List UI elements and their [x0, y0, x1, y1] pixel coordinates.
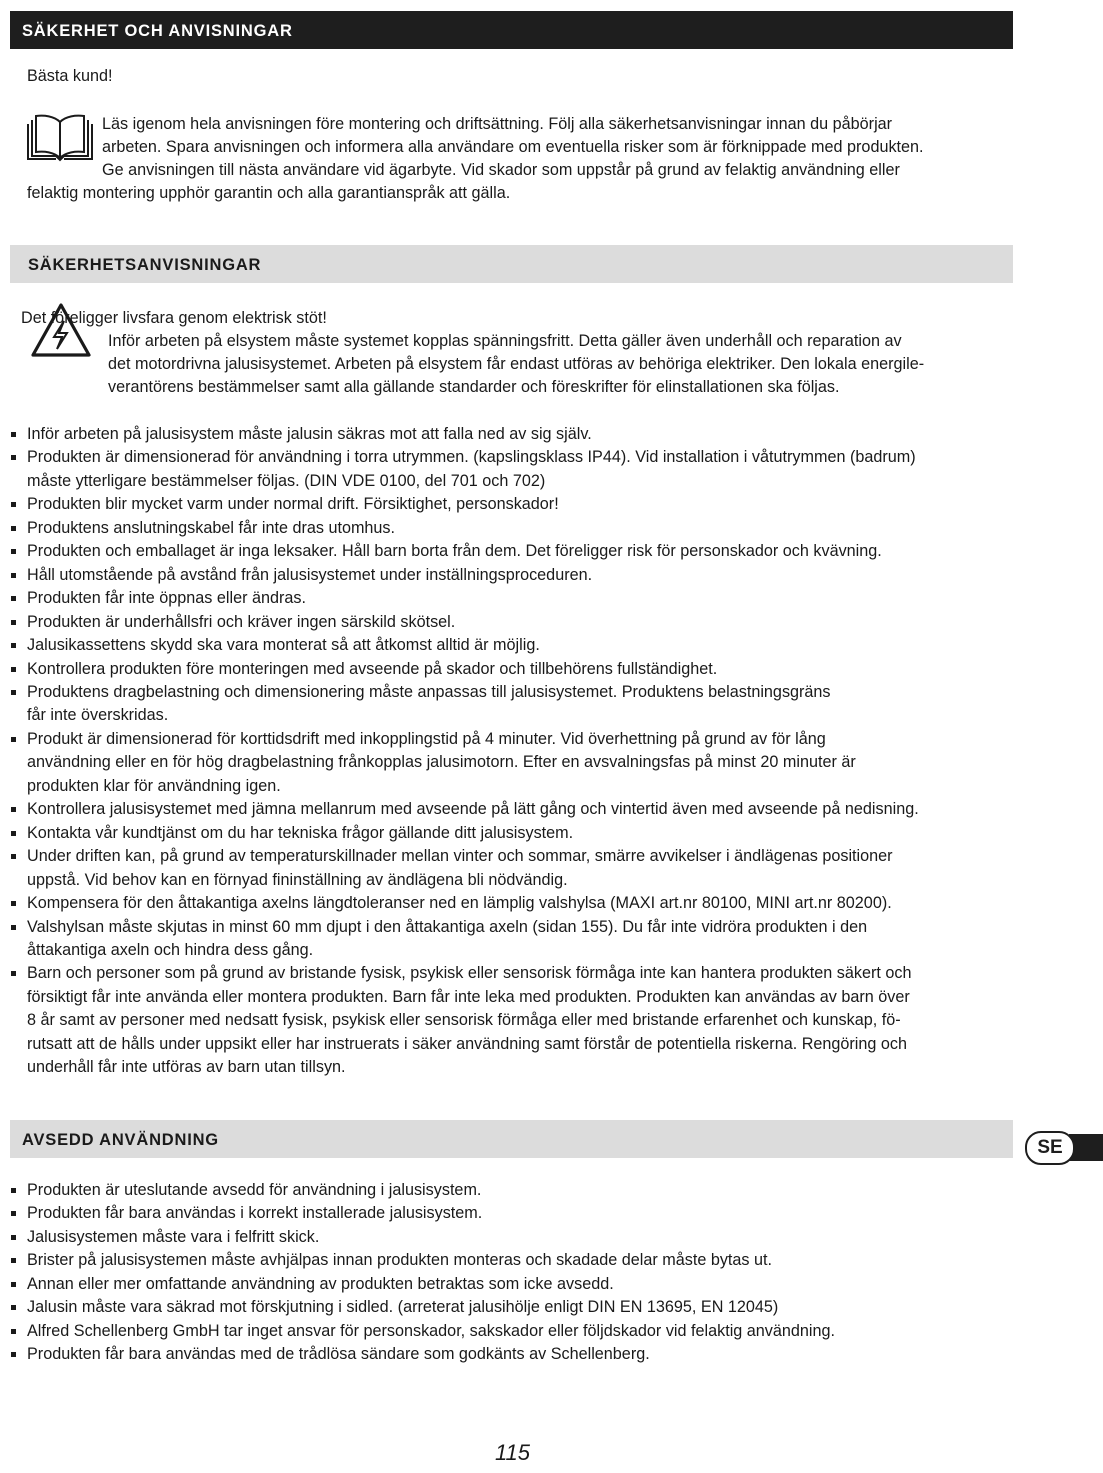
section-heading-text: SÄKERHET OCH ANVISNINGAR — [22, 22, 293, 40]
intended-use-list — [10, 1179, 835, 1367]
warning-line-3: det motordrivna jalusisystemet. Arbeten på elsystem får endast utföras av behöriga elektriker. Den lokala energile- — [108, 355, 925, 373]
list-item-line: rutsatt att de hålls under uppsikt eller har instruerats i säker användning samt förstår de potentiella riskerna. Rengöring och — [27, 1034, 907, 1053]
language-tab-label: SE — [1025, 1131, 1075, 1165]
safety-list-item — [10, 681, 919, 728]
warning-line-2: Inför arbeten på elsystem måste systemet kopplas spänningsfritt. Detta gäller även underhåll och reparation av — [108, 332, 902, 350]
language-tab — [1025, 1131, 1103, 1163]
safety-list-item — [10, 423, 919, 446]
list-item-line: Produkten och emballaget är inga leksaker. Håll barn borta från dem. Det föreligger risk för personskador och kvävning. — [27, 542, 882, 561]
list-item-line: Kontakta vår kundtjänst om du har tekniska frågor gällande ditt jalusisystem. — [27, 823, 574, 842]
safety-list-item — [10, 634, 919, 657]
list-item-line: Kontrollera jalusisystemet med jämna mellanrum med avseende på lätt gång och vintertid även med avseende på nedisning. — [27, 800, 919, 819]
section-heading-safety-instructions — [10, 11, 1013, 49]
warning-title: Det föreligger livsfara genom elektrisk stöt! — [21, 309, 327, 327]
safety-list-item — [10, 822, 919, 845]
list-item-line: åttakantiga axeln och hindra dess gång. — [27, 940, 314, 959]
electric-hazard-icon — [29, 301, 93, 359]
list-item-line: 8 år samt av personer med nedsatt fysisk, psykisk eller sensorisk förmåga eller med bristande erfarenhet och kunskap, fö- — [27, 1011, 901, 1030]
safety-list-item — [10, 446, 919, 493]
safety-list-item — [10, 540, 919, 563]
list-item-line: Kompensera för den åttakantiga axelns längdtoleranser ned en lämplig valshylsa (MAXI art.nr 80100, MINI art.nr 80200). — [27, 894, 892, 913]
intended-use-list-item: Alfred Schellenberg GmbH tar inget ansvar för personskador, sakskador eller följdskador vid felaktig användning. — [10, 1320, 835, 1343]
list-item-line: Produkten blir mycket varm under normal drift. Försiktighet, personskador! — [27, 495, 559, 514]
safety-list-item — [10, 962, 919, 1079]
list-item-line: Produkten är underhållsfri och kräver ingen särskild skötsel. — [27, 612, 456, 631]
list-item-line: försiktigt får inte använda eller montera produkten. Barn får inte leka med produkten. Produkten kan användas av barn över — [27, 987, 910, 1006]
list-item-line: Kontrollera produkten före monteringen med avseende på skador och tillbehörens fullständighet. — [27, 659, 718, 678]
section-heading-text: SÄKERHETSANVISNINGAR — [28, 256, 262, 274]
list-item-line: Produktens dragbelastning och dimensionering måste anpassas till jalusisystemet. Produktens belastningsgräns — [27, 682, 831, 701]
list-item-line: Under driften kan, på grund av temperaturskillnader mellan vinter och sommar, smärre avvikelser i ändlägenas positioner — [27, 847, 893, 866]
list-item-line: måste ytterligare bestämmelser följas. (DIN VDE 0100, del 701 och 702) — [27, 471, 546, 490]
list-item-line: uppstå. Vid behov kan en förnyad fininställning av ändlägena bli nödvändig. — [27, 870, 568, 889]
safety-list-item — [10, 798, 919, 821]
safety-list-item — [10, 493, 919, 516]
section-heading-text: AVSEDD ANVÄNDNING — [22, 1131, 219, 1149]
list-item-line: underhåll får inte utföras av barn utan tillsyn. — [27, 1058, 346, 1077]
safety-list-item — [10, 611, 919, 634]
safety-list-item — [10, 845, 919, 892]
list-item-line: Håll utomstående på avstånd från jalusisystemet under inställningsproceduren. — [27, 565, 593, 584]
intended-use-list-item: Produkten är uteslutande avsedd för användning i jalusisystem. — [10, 1179, 835, 1202]
list-item-line: Inför arbeten på jalusisystem måste jalusin säkras mot att falla ned av sig själv. — [27, 425, 592, 443]
safety-list-item — [10, 587, 919, 610]
section-heading-safety — [10, 245, 1013, 283]
list-item-line: Produktens anslutningskabel får inte dras utomhus. — [27, 518, 396, 537]
list-item-line: Jalusikassettens skydd ska vara monterat så att åtkomst alltid är möjlig. — [27, 636, 540, 655]
intro-line-4: felaktig montering upphör garantin och alla garantianspråk att gälla. — [27, 184, 511, 202]
safety-list-item — [10, 892, 919, 915]
intended-use-list-item: Jalusin måste vara säkrad mot förskjutning i sidled. (arreterat jalusihölje enligt DIN EN 13695, EN 12045) — [10, 1296, 835, 1319]
safety-list-item — [10, 916, 919, 963]
intro-line-2: arbeten. Spara anvisningen och informera alla användare om eventuella risker som är förknippade med produkten. — [102, 138, 924, 156]
safety-list-item — [10, 728, 919, 798]
list-item-line: får inte överskridas. — [27, 706, 169, 725]
book-icon — [26, 112, 94, 162]
intro-line-1: Läs igenom hela anvisningen före montering och driftsättning. Följ alla säkerhetsanvisningar innan du påbörjar — [102, 115, 893, 133]
page-number: 115 — [494, 1440, 531, 1465]
list-item-line: Valshylsan måste skjutas in minst 60 mm djupt i den åttakantiga axeln (sidan 155). Du får inte vidröra produkten i den — [27, 917, 868, 936]
list-item-line: produkten klar för användning igen. — [27, 776, 281, 795]
safety-list-item — [10, 658, 919, 681]
intended-use-list-item: Jalusisystemen måste vara i felfritt skick. — [10, 1226, 835, 1249]
intro-line-3: Ge anvisningen till nästa användare vid ägarbyte. Vid skador som uppstår på grund av felaktig användning eller — [102, 161, 900, 179]
intended-use-list-item: Produkten får bara användas i korrekt installerade jalusisystem. — [10, 1202, 835, 1225]
list-item-line: Produkt är dimensionerad för korttidsdrift med inkopplingstid på 4 minuter. Vid överhettning på grund av för lång — [27, 729, 826, 748]
safety-list-item — [10, 517, 919, 540]
list-item-line: Produkten får inte öppnas eller ändras. — [27, 589, 306, 608]
list-item-line: Produkten är dimensionerad för användning i torra utrymmen. (kapslingsklass IP44). Vid installation i våtutrymmen (badrum) — [27, 448, 916, 467]
safety-list-item — [10, 564, 919, 587]
list-item-line: Barn och personer som på grund av bristande fysisk, psykisk eller sensorisk förmåga inte kan hantera produkten säkert och — [27, 964, 912, 983]
intended-use-list-item: Annan eller mer omfattande användning av produkten betraktas som icke avsedd. — [10, 1273, 835, 1296]
greeting: Bästa kund! — [27, 67, 113, 85]
safety-list — [10, 423, 919, 1080]
section-heading-intended-use — [10, 1120, 1013, 1158]
intended-use-list-item: Brister på jalusisystemen måste avhjälpas innan produkten monteras och skadade delar måste bytas ut. — [10, 1249, 835, 1272]
intended-use-list-item: Produkten får bara användas med de trådlösa sändare som godkänts av Schellenberg. — [10, 1343, 835, 1366]
warning-line-4: verantörens bestämmelser samt alla gällande standarder och föreskrifter för elinstallationen ska följas. — [108, 378, 840, 396]
list-item-line: användning eller en för hög dragbelastning frånkopplas jalusimotorn. Efter en avsvalningsfas på minst 20 minuter är — [27, 753, 856, 772]
